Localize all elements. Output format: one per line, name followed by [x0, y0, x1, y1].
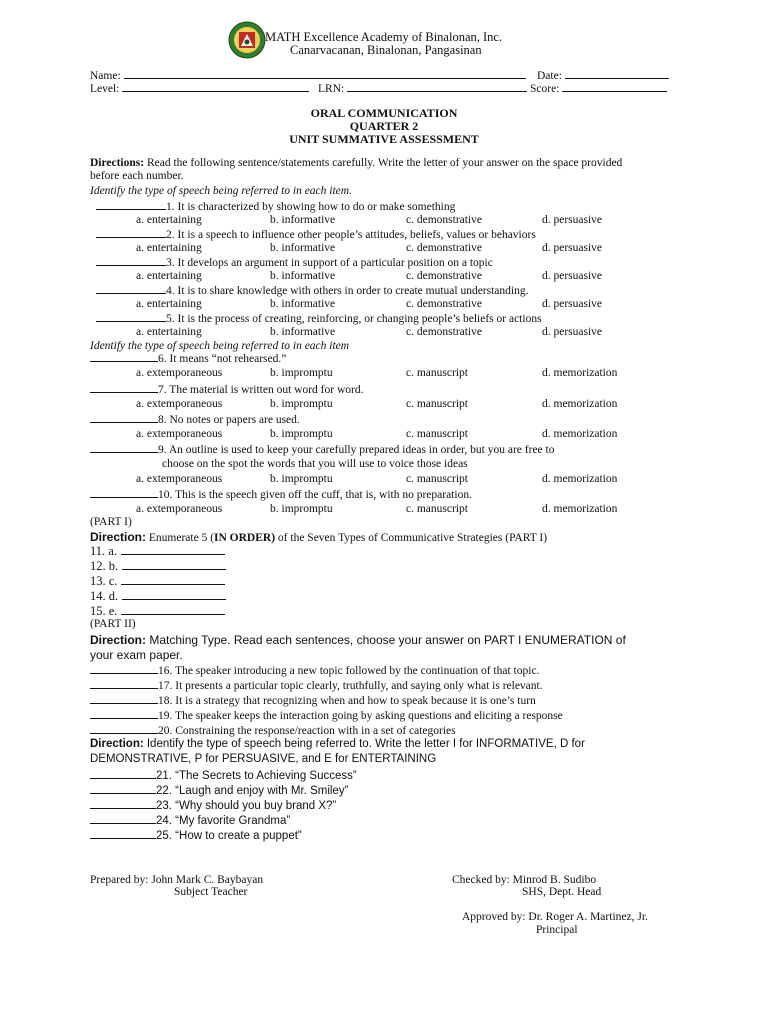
date-line[interactable] [565, 68, 669, 79]
choice-option: a. entertaining [136, 298, 202, 310]
speech-title-item [90, 798, 336, 812]
choice-option: b. impromptu [270, 367, 333, 379]
answer-blank[interactable] [122, 559, 226, 570]
answer-blank[interactable] [90, 783, 156, 794]
choice-option: a. entertaining [136, 326, 202, 338]
question-text: 7. The material is written out word for word. [158, 384, 364, 396]
subject-title: ORAL COMMUNICATION [310, 106, 458, 120]
question-text: 2. It is a speech to influence other people’s attitudes, beliefs, values or behaviors [166, 229, 536, 241]
score-field[interactable]: Score: [530, 81, 667, 95]
part2-label: (PART II) [90, 618, 136, 630]
answer-blank[interactable] [90, 412, 158, 423]
question-item [90, 382, 363, 397]
question-text: 3. It develops an argument in support of a particular position on a topic [166, 257, 493, 269]
enumeration-item [90, 604, 225, 619]
matching-item [90, 708, 563, 723]
assessment-title: UNIT SUMMATIVE ASSESSMENT [289, 132, 479, 146]
question-text: 1. It is characterized by showing how to do or make something [166, 201, 456, 213]
instruction-section2: Identify the type of speech being referred to in each item [90, 340, 350, 352]
approved-title: Principal [536, 924, 578, 936]
speech-title-item [90, 813, 290, 827]
matching-text: 19. The speaker keeps the interaction going by asking questions and eliciting a response [158, 710, 563, 722]
choice-option: d. memorization [542, 428, 618, 440]
choice-option: d. memorization [542, 367, 618, 379]
answer-blank[interactable] [90, 351, 158, 362]
enumeration-item [90, 559, 226, 574]
question-item [96, 283, 528, 298]
choice-option: a. entertaining [136, 270, 202, 282]
question-text: 4. It is to share knowledge with others in order to create mutual understanding. [166, 285, 529, 297]
answer-blank[interactable] [90, 442, 158, 453]
answer-blank[interactable] [90, 693, 158, 704]
choice-option: d. persuasive [542, 214, 603, 226]
level-line[interactable] [122, 81, 309, 92]
answer-blank[interactable] [96, 255, 166, 266]
school-name: MATH Excellence Academy of Binalonan, Inc. [265, 30, 503, 44]
question-item [90, 412, 300, 427]
choice-option: c. manuscript [406, 428, 468, 440]
choice-option: d. persuasive [542, 298, 603, 310]
directions-line1: Directions: Read the following sentence/statements carefully. Write the letter of your answer on the space provided [90, 157, 623, 169]
matching-item [90, 723, 456, 738]
speech-title-text: 23. “Why should you buy brand X?” [156, 800, 337, 812]
speech-title-text: 25. “How to create a puppet” [156, 830, 302, 842]
answer-blank[interactable] [90, 708, 158, 719]
answer-blank[interactable] [90, 798, 156, 809]
choice-option: c. demonstrative [406, 326, 483, 338]
date-field[interactable]: Date: [537, 68, 669, 82]
choice-option: a. entertaining [136, 214, 202, 226]
choice-option: b. informative [270, 270, 336, 282]
enumeration-label: 13. c. [90, 574, 118, 588]
choice-option: b. informative [270, 214, 336, 226]
question-text: 9. An outline is used to keep your carefully prepared ideas in order, but you are free to [158, 444, 555, 456]
speech-title-text: 22. “Laugh and enjoy with Mr. Smiley” [156, 785, 349, 797]
choice-option: c. demonstrative [406, 242, 483, 254]
part2-direction-line1: Direction: Matching Type. Read each sentences, choose your answer on PART I ENUMERATION of [90, 633, 626, 647]
question-item [90, 487, 472, 502]
choice-option: b. informative [270, 242, 336, 254]
matching-text: 16. The speaker introducing a new topic followed by the continuation of that topic. [158, 665, 540, 677]
matching-item [90, 678, 543, 693]
prepared-by: Prepared by: John Mark C. Baybayan [90, 874, 264, 886]
speech-title-text: 24. “My favorite Grandma” [156, 815, 291, 827]
choice-option: c. demonstrative [406, 270, 483, 282]
answer-blank[interactable] [90, 768, 156, 779]
lrn-field[interactable]: LRN: [318, 81, 527, 95]
matching-text: 17. It presents a particular topic clearly, truthfully, and saying only what is relevant. [158, 680, 543, 692]
enumeration-item [90, 544, 225, 559]
name-field[interactable]: Name: [90, 68, 526, 82]
answer-blank[interactable] [96, 311, 166, 322]
level-field[interactable]: Level: [90, 81, 309, 95]
name-line[interactable] [124, 68, 526, 79]
choice-option: d. persuasive [542, 270, 603, 282]
part2-direction-line2: your exam paper. [90, 648, 183, 662]
matching-text: 18. It is a strategy that recognizing when and how to speak because it is one’s turn [158, 695, 536, 707]
speech-title-item [90, 783, 348, 797]
question-text: 5. It is the process of creating, reinforcing, or changing people’s beliefs or actions [166, 313, 542, 325]
choice-option: b. impromptu [270, 398, 333, 410]
choice-option: b. impromptu [270, 428, 333, 440]
question-text: 10. This is the speech given off the cuff, that is, with no preparation. [158, 489, 472, 501]
choice-option: c. demonstrative [406, 214, 483, 226]
enumeration-label: 14. d. [90, 589, 119, 603]
choice-option: c. manuscript [406, 503, 468, 515]
answer-blank[interactable] [90, 813, 156, 824]
choice-option: b. informative [270, 326, 336, 338]
choice-option: a. extemporaneous [136, 503, 223, 515]
question-text-continued: choose on the spot the words that you will use to voice those ideas [162, 458, 468, 470]
question-text: 6. It means “not rehearsed.” [158, 353, 287, 365]
question-item [90, 351, 286, 366]
choice-option: d. persuasive [542, 326, 603, 338]
directions-line2: before each number. [90, 170, 184, 182]
choice-option: d. memorization [542, 503, 618, 515]
instruction-section1: Identify the type of speech being referred to in each item. [90, 185, 352, 197]
checked-title: SHS, Dept. Head [522, 886, 602, 898]
choice-option: d. memorization [542, 473, 618, 485]
answer-blank[interactable] [96, 283, 166, 294]
choice-option: d. persuasive [542, 242, 603, 254]
answer-blank[interactable] [90, 678, 158, 689]
checked-by: Checked by: Minrod B. Sudibo [452, 874, 597, 886]
answer-blank[interactable] [96, 199, 166, 210]
part3-direction-line2: DEMONSTRATIVE, P for PERSUASIVE, and E for ENTERTAINING [90, 753, 437, 765]
answer-blank[interactable] [121, 544, 225, 555]
question-item [96, 255, 493, 270]
choice-option: a. extemporaneous [136, 473, 223, 485]
approved-by: Approved by: Dr. Roger A. Martinez, Jr. [462, 911, 648, 923]
matching-item [90, 663, 539, 678]
choice-option: b. impromptu [270, 473, 333, 485]
question-item [90, 442, 554, 457]
answer-blank[interactable] [90, 828, 156, 839]
speech-title-item [90, 768, 357, 782]
question-text: 8. No notes or papers are used. [158, 414, 300, 426]
question-item [96, 311, 542, 326]
matching-item [90, 693, 536, 708]
speech-title-text: 21. “The Secrets to Achieving Success” [156, 770, 357, 782]
prepared-title: Subject Teacher [174, 886, 248, 898]
part3-direction-line1: Direction: Identify the type of speech being referred to. Write the letter I for INFORMATIVE, D for [90, 738, 585, 750]
lrn-line[interactable] [347, 81, 527, 92]
enumeration-item [90, 589, 226, 604]
enumeration-label: 12. b. [90, 559, 119, 573]
choice-option: c. manuscript [406, 367, 468, 379]
choice-option: c. demonstrative [406, 298, 483, 310]
answer-blank[interactable] [90, 487, 158, 498]
enumeration-label: 11. a. [90, 544, 117, 558]
question-item [96, 199, 455, 214]
answer-blank[interactable] [122, 589, 226, 600]
choice-option: a. entertaining [136, 242, 202, 254]
score-line[interactable] [562, 81, 667, 92]
choice-option: b. impromptu [270, 503, 333, 515]
choice-option: a. extemporaneous [136, 428, 223, 440]
part1-direction: Direction: Enumerate 5 (IN ORDER) of the Seven Types of Communicative Strategies (PART I) [90, 530, 548, 544]
answer-blank[interactable] [90, 382, 158, 393]
choice-option: c. manuscript [406, 398, 468, 410]
answer-blank[interactable] [96, 227, 166, 238]
choice-option: b. informative [270, 298, 336, 310]
answer-blank[interactable] [121, 574, 225, 585]
question-item [96, 227, 536, 242]
enumeration-label: 15. e. [90, 604, 118, 618]
school-logo [228, 21, 266, 59]
choice-option: a. extemporaneous [136, 398, 223, 410]
answer-blank[interactable] [90, 663, 158, 674]
part1-label: (PART I) [90, 516, 132, 528]
answer-blank[interactable] [121, 604, 225, 615]
answer-blank[interactable] [90, 723, 158, 734]
choice-option: d. memorization [542, 398, 618, 410]
quarter-title: QUARTER 2 [349, 119, 419, 133]
matching-text: 20. Constraining the response/reaction with in a set of categories [158, 725, 456, 737]
school-address: Canarvacanan, Binalonan, Pangasinan [290, 43, 482, 57]
enumeration-item [90, 574, 225, 589]
school-seal-icon [228, 21, 266, 59]
choice-option: a. extemporaneous [136, 367, 223, 379]
choice-option: c. manuscript [406, 473, 468, 485]
speech-title-item [90, 828, 302, 842]
